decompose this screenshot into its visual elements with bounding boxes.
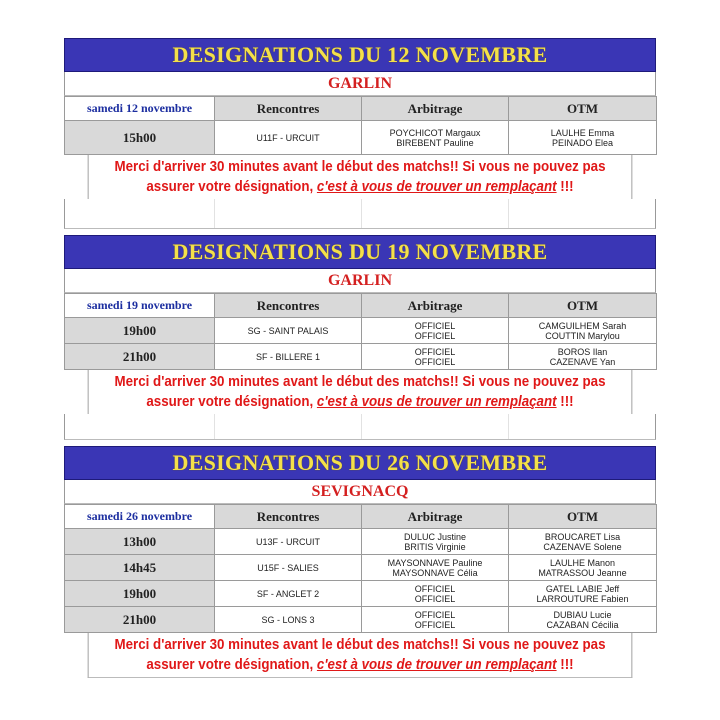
block-title: DESIGNATIONS DU 26 NOVEMBRE <box>64 446 656 480</box>
referee-1: MAYSONNAVE Pauline <box>387 557 483 568</box>
otm-cell <box>509 121 657 155</box>
arbitrage-cell <box>362 529 509 555</box>
table-header <box>65 294 657 318</box>
notice-text: assurer votre désignation, <box>146 394 317 410</box>
notice-emphasis: c'est à vous de trouver un remplaçant <box>316 179 557 195</box>
designation-block-12 <box>64 38 656 229</box>
otm-2: COUTTIN Marylou <box>545 330 620 341</box>
match-name: SG - LONS 3 <box>215 607 362 633</box>
match-name: SG - SAINT PALAIS <box>215 318 362 344</box>
schedule-table <box>64 96 657 155</box>
rencontres-header: Rencontres <box>215 97 362 121</box>
match-time: 21h00 <box>65 344 215 370</box>
notice-line-2 <box>89 392 632 412</box>
otm-2: PEINADO Elea <box>551 137 614 148</box>
arbitrage-cell <box>362 581 509 607</box>
otm-2: CAZENAVE Solene <box>543 541 622 552</box>
otm-header: OTM <box>509 294 657 318</box>
otm-1: CAMGUILHEM Sarah <box>538 320 627 331</box>
rencontres-header: Rencontres <box>215 294 362 318</box>
arbitrage-header: Arbitrage <box>362 97 509 121</box>
table-row <box>65 555 657 581</box>
designation-block-19 <box>64 235 656 440</box>
notice-line-2 <box>89 655 632 675</box>
match-name: U15F - SALIES <box>215 555 362 581</box>
referee-2: BRITIS Virginie <box>404 541 466 552</box>
table-header <box>65 97 657 121</box>
notice-exclaim: !!! <box>556 657 574 673</box>
arbitrage-cell <box>362 555 509 581</box>
notice-line-2 <box>89 177 632 197</box>
notice-line-1: Merci d'arriver 30 minutes avant le début des matchs!! Si vous ne pouvez pas <box>114 637 606 653</box>
arbitrage-header: Arbitrage <box>362 294 509 318</box>
otm-1: DUBIAU Lucie <box>553 609 612 620</box>
arbitrage-cell <box>362 318 509 344</box>
rencontres-header: Rencontres <box>215 505 362 529</box>
notice-text: assurer votre désignation, <box>146 657 317 673</box>
notice-exclaim: !!! <box>556 179 574 195</box>
otm-1: LAULHE Emma <box>550 127 615 138</box>
otm-1: BROUCARET Lisa <box>544 531 621 542</box>
otm-cell <box>509 555 657 581</box>
referee-1: DULUC Justine <box>403 531 467 542</box>
otm-2: CAZABAN Cécilia <box>546 619 619 630</box>
referee-2: OFFICIEL <box>414 356 456 367</box>
table-header <box>65 505 657 529</box>
notice-line-1: Merci d'arriver 30 minutes avant le début des matchs!! Si vous ne pouvez pas <box>114 159 606 175</box>
notice-emphasis: c'est à vous de trouver un remplaçant <box>316 657 557 673</box>
arbitrage-header: Arbitrage <box>362 505 509 529</box>
schedule-table <box>64 293 657 370</box>
table-row <box>65 581 657 607</box>
table-row <box>65 318 657 344</box>
match-time: 15h00 <box>65 121 215 155</box>
notice-exclaim: !!! <box>556 394 574 410</box>
empty-row <box>64 414 656 440</box>
notice-emphasis: c'est à vous de trouver un remplaçant <box>316 394 557 410</box>
venue-label: GARLIN <box>64 72 656 96</box>
notice-line-1: Merci d'arriver 30 minutes avant le début des matchs!! Si vous ne pouvez pas <box>114 374 606 390</box>
otm-2: MATRASSOU Jeanne <box>538 567 627 578</box>
referee-1: OFFICIEL <box>414 609 456 620</box>
designation-block-26 <box>64 446 656 678</box>
date-header: samedi 19 novembre <box>65 294 215 318</box>
referee-1: POYCHICOT Margaux <box>389 127 481 138</box>
arrival-notice <box>88 370 633 414</box>
referee-2: BIREBENT Pauline <box>396 137 474 148</box>
date-header: samedi 26 novembre <box>65 505 215 529</box>
match-name: U13F - URCUIT <box>215 529 362 555</box>
match-time: 19h00 <box>65 581 215 607</box>
referee-1: OFFICIEL <box>414 583 456 594</box>
otm-1: BOROS Ilan <box>557 346 608 357</box>
notice-text: assurer votre désignation, <box>146 179 317 195</box>
venue-label: GARLIN <box>64 269 656 293</box>
match-name: U11F - URCUIT <box>215 121 362 155</box>
arrival-notice <box>88 633 633 678</box>
referee-1: OFFICIEL <box>414 346 456 357</box>
table-row <box>65 344 657 370</box>
referee-1: OFFICIEL <box>414 320 456 331</box>
match-time: 19h00 <box>65 318 215 344</box>
otm-1: LAULHE Manon <box>549 557 616 568</box>
designations-sheet <box>64 38 656 678</box>
empty-row <box>64 199 656 229</box>
arrival-notice <box>88 155 633 199</box>
otm-cell <box>509 318 657 344</box>
table-row <box>65 529 657 555</box>
otm-header: OTM <box>509 505 657 529</box>
match-time: 14h45 <box>65 555 215 581</box>
otm-cell <box>509 581 657 607</box>
match-name: SF - ANGLET 2 <box>215 581 362 607</box>
table-row <box>65 607 657 633</box>
otm-2: CAZENAVE Yan <box>549 356 616 367</box>
venue-label: SEVIGNACQ <box>64 480 656 504</box>
referee-2: OFFICIEL <box>414 593 456 604</box>
match-time: 21h00 <box>65 607 215 633</box>
otm-cell <box>509 607 657 633</box>
arbitrage-cell <box>362 607 509 633</box>
otm-header: OTM <box>509 97 657 121</box>
referee-2: MAYSONNAVE Célia <box>392 567 478 578</box>
otm-1: GATEL LABIE Jeff <box>545 583 620 594</box>
schedule-table <box>64 504 657 633</box>
match-time: 13h00 <box>65 529 215 555</box>
otm-cell <box>509 529 657 555</box>
block-title: DESIGNATIONS DU 12 NOVEMBRE <box>64 38 656 72</box>
block-title: DESIGNATIONS DU 19 NOVEMBRE <box>64 235 656 269</box>
date-header: samedi 12 novembre <box>65 97 215 121</box>
arbitrage-cell <box>362 344 509 370</box>
referee-2: OFFICIEL <box>414 619 456 630</box>
referee-2: OFFICIEL <box>414 330 456 341</box>
arbitrage-cell <box>362 121 509 155</box>
otm-cell <box>509 344 657 370</box>
table-row <box>65 121 657 155</box>
otm-2: LARROUTURE Fabien <box>536 593 629 604</box>
match-name: SF - BILLERE 1 <box>215 344 362 370</box>
